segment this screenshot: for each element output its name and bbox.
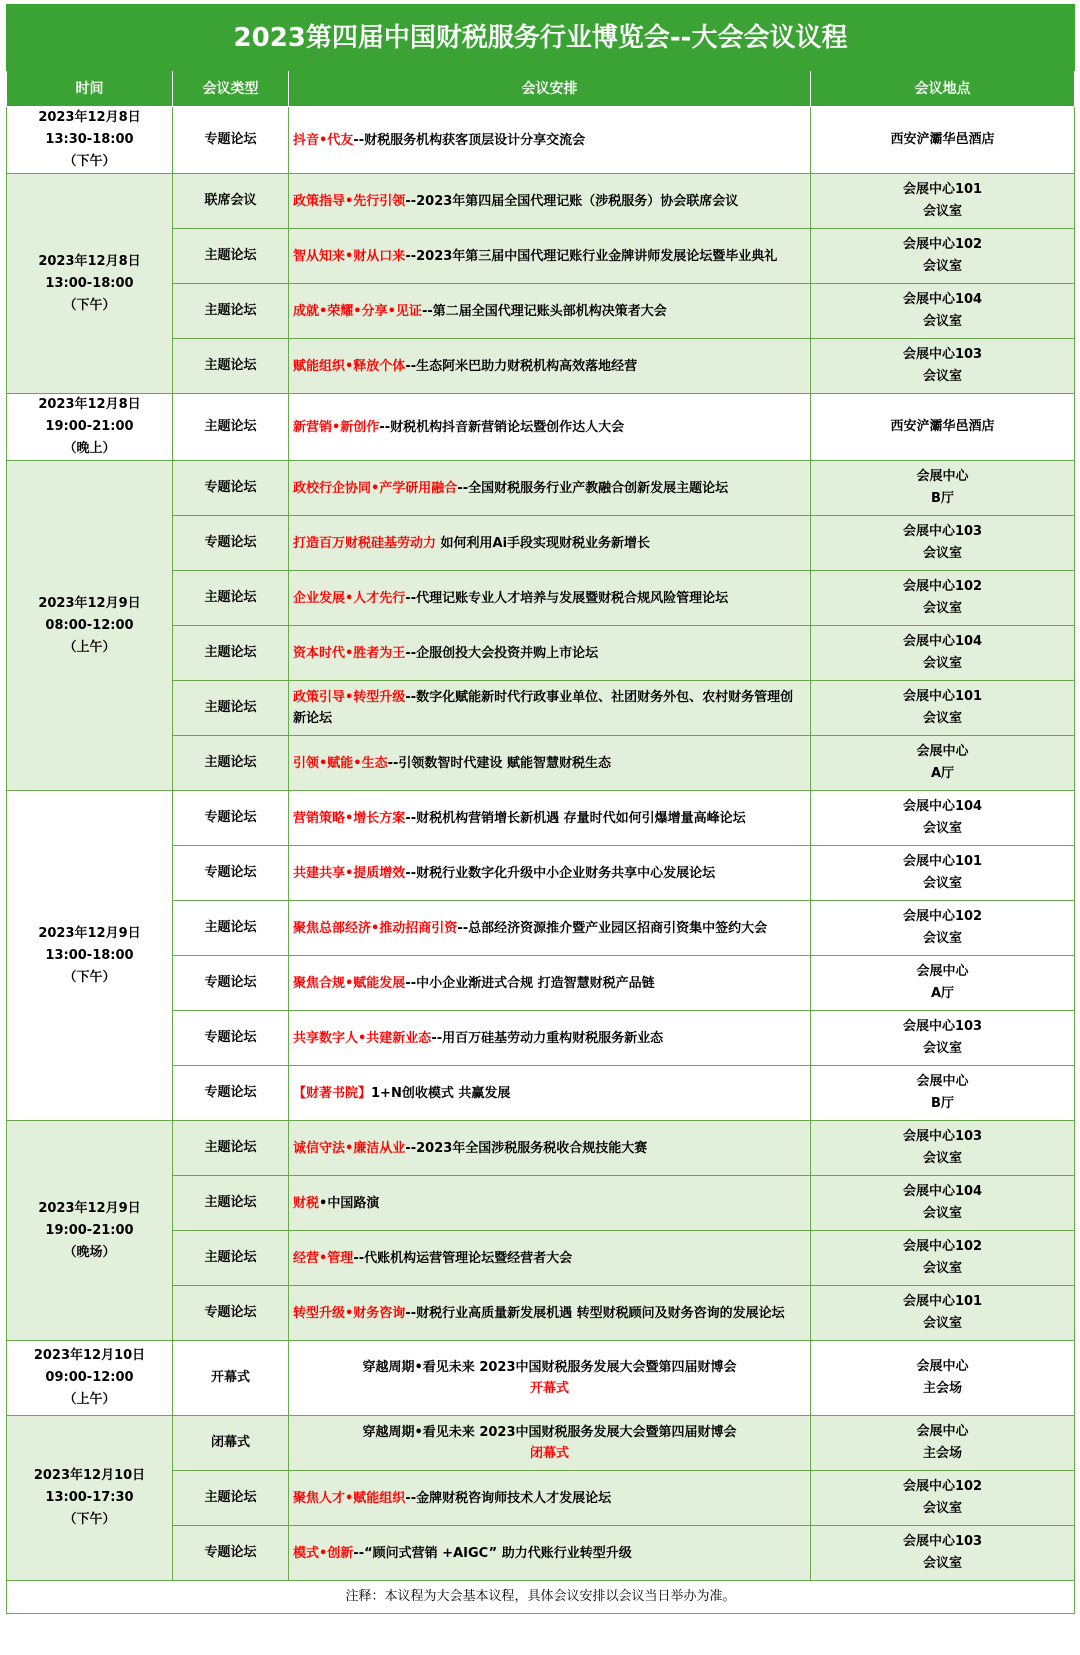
meeting-type: 主题论坛 bbox=[173, 1121, 289, 1176]
meeting-title: --财税机构抖音新营销论坛暨创作达人大会 bbox=[379, 419, 625, 435]
hours-text: 13:00-17:30 bbox=[45, 1490, 134, 1505]
meeting-item bbox=[289, 846, 811, 901]
time-cell bbox=[7, 174, 173, 394]
period-text: （下午） bbox=[63, 969, 116, 985]
agenda-row bbox=[7, 791, 1075, 846]
venue-room: 会议室 bbox=[923, 546, 963, 561]
ceremony-title: 穿越周期•看见未来 2023中国财税服务发展大会暨第四届财博会 bbox=[362, 1425, 737, 1440]
meeting-type: 专题论坛 bbox=[173, 846, 289, 901]
venue-room: B厅 bbox=[931, 491, 954, 506]
venue-cell bbox=[811, 1066, 1075, 1121]
hours-text: 19:00-21:00 bbox=[45, 1222, 134, 1238]
venue-room: 会议室 bbox=[923, 1261, 963, 1276]
footer-note: 注释：本议程为大会基本议程，具体会议安排以会议当日举办为准。 bbox=[7, 1581, 1075, 1614]
venue-name: 会展中心103 bbox=[902, 1019, 983, 1034]
hours-text: 08:00-12:00 bbox=[45, 617, 134, 633]
meeting-type: 专题论坛 bbox=[173, 1286, 289, 1341]
header-agenda: 会议安排 bbox=[289, 71, 811, 107]
meeting-title: --代理记账专业人才培养与发展暨财税合规风险管理论坛 bbox=[405, 590, 729, 606]
venue-cell bbox=[811, 1286, 1075, 1341]
meeting-type: 主题论坛 bbox=[173, 1176, 289, 1231]
page-title: 2023第四届中国财税服务行业博览会--大会会议议程 bbox=[7, 5, 1075, 71]
venue-cell bbox=[811, 681, 1075, 736]
venue-name: 会展中心 bbox=[916, 1074, 969, 1089]
venue-cell bbox=[811, 791, 1075, 846]
period-text: （下午） bbox=[63, 1512, 116, 1527]
hours-text: 13:00-18:00 bbox=[45, 275, 134, 291]
venue-name: 会展中心104 bbox=[902, 292, 983, 307]
meeting-item bbox=[289, 1011, 811, 1066]
meeting-title: --财税服务机构获客顶层设计分享交流会 bbox=[353, 132, 586, 148]
venue-cell bbox=[811, 394, 1075, 461]
meeting-type: 主题论坛 bbox=[173, 339, 289, 394]
meeting-item bbox=[289, 1341, 811, 1416]
venue-name: 会展中心102 bbox=[902, 1239, 983, 1254]
time-cell bbox=[7, 1121, 173, 1341]
meeting-type: 主题论坛 bbox=[173, 229, 289, 284]
meeting-theme: 财税 bbox=[293, 1195, 320, 1211]
meeting-type: 主题论坛 bbox=[173, 901, 289, 956]
period-text: （晚上） bbox=[63, 441, 116, 456]
venue-room: 会议室 bbox=[923, 656, 963, 671]
meeting-theme: 引领•赋能•生态 bbox=[293, 755, 388, 771]
meeting-title: --2023年全国涉税服务税收合规技能大赛 bbox=[405, 1140, 648, 1156]
meeting-type: 专题论坛 bbox=[173, 1526, 289, 1581]
meeting-title: --数字化赋能新时代行政事业单位、社团财务外包、农村财务管理创新论坛 bbox=[293, 690, 794, 726]
venue-room: 会议室 bbox=[923, 711, 963, 726]
meeting-theme: 聚焦人才•赋能组织 bbox=[293, 1490, 406, 1506]
meeting-theme: 企业发展•人才先行 bbox=[293, 590, 406, 606]
ceremony-title: 穿越周期•看见未来 2023中国财税服务发展大会暨第四届财博会 bbox=[362, 1360, 737, 1375]
venue-name: 会展中心102 bbox=[902, 579, 983, 594]
meeting-type: 主题论坛 bbox=[173, 681, 289, 736]
venue-cell bbox=[811, 1526, 1075, 1581]
venue-name: 会展中心103 bbox=[902, 1534, 983, 1549]
meeting-theme: 打造百万财税硅基劳动力 bbox=[293, 535, 437, 551]
meeting-type: 主题论坛 bbox=[173, 571, 289, 626]
meeting-item bbox=[289, 791, 811, 846]
meeting-item bbox=[289, 681, 811, 736]
header-type: 会议类型 bbox=[173, 71, 289, 107]
venue-cell bbox=[811, 229, 1075, 284]
time-cell bbox=[7, 394, 173, 461]
period-text: （上午） bbox=[63, 639, 116, 655]
agenda-row bbox=[7, 1341, 1075, 1416]
meeting-type: 主题论坛 bbox=[173, 1471, 289, 1526]
venue-cell bbox=[811, 1231, 1075, 1286]
venue-room: 主会场 bbox=[923, 1381, 963, 1396]
meeting-item bbox=[289, 1526, 811, 1581]
date-text: 2023年12月8日 bbox=[38, 253, 141, 269]
meeting-type: 主题论坛 bbox=[173, 736, 289, 791]
agenda-row bbox=[7, 1121, 1075, 1176]
period-text: （下午） bbox=[63, 297, 116, 313]
meeting-type: 主题论坛 bbox=[173, 394, 289, 461]
venue-name: 会展中心101 bbox=[902, 1294, 983, 1309]
hours-text: 13:00-18:00 bbox=[45, 947, 134, 963]
venue-cell bbox=[811, 1176, 1075, 1231]
meeting-item bbox=[289, 1121, 811, 1176]
date-text: 2023年12月10日 bbox=[33, 1468, 146, 1483]
meeting-theme: 智从知来•财从口来 bbox=[293, 248, 406, 264]
meeting-type: 专题论坛 bbox=[173, 516, 289, 571]
meeting-item bbox=[289, 284, 811, 339]
meeting-theme: 聚焦合规•赋能发展 bbox=[293, 975, 406, 991]
venue-name: 会展中心 bbox=[916, 744, 969, 759]
date-text: 2023年12月9日 bbox=[38, 1200, 141, 1216]
meeting-item bbox=[289, 1471, 811, 1526]
venue-room: 会议室 bbox=[923, 821, 963, 836]
meeting-item bbox=[289, 229, 811, 284]
venue-room: 会议室 bbox=[923, 1501, 963, 1516]
meeting-item bbox=[289, 1416, 811, 1471]
venue-room: 会议室 bbox=[923, 1316, 963, 1331]
meeting-type: 主题论坛 bbox=[173, 284, 289, 339]
hours-text: 13:30-18:00 bbox=[45, 132, 134, 147]
venue-cell bbox=[811, 516, 1075, 571]
venue-name: 会展中心102 bbox=[902, 237, 983, 252]
meeting-item bbox=[289, 1176, 811, 1231]
meeting-title: --用百万硅基劳动力重构财税服务新业态 bbox=[431, 1030, 664, 1046]
venue-room: 会议室 bbox=[923, 1206, 963, 1221]
venue-cell bbox=[811, 626, 1075, 681]
venue-cell bbox=[811, 461, 1075, 516]
hours-text: 09:00-12:00 bbox=[45, 1370, 134, 1385]
meeting-title: •中国路演 bbox=[319, 1195, 380, 1211]
meeting-theme: 政策引导•转型升级 bbox=[293, 690, 406, 705]
date-text: 2023年12月8日 bbox=[38, 397, 141, 412]
venue-room: A厅 bbox=[930, 766, 955, 781]
meeting-theme: 模式•创新 bbox=[293, 1545, 354, 1561]
venue-room: 会议室 bbox=[923, 369, 963, 384]
venue-room: 会议室 bbox=[923, 876, 963, 891]
time-cell bbox=[7, 1341, 173, 1416]
meeting-type: 闭幕式 bbox=[173, 1416, 289, 1471]
date-text: 2023年12月9日 bbox=[38, 595, 141, 611]
venue-name: 西安浐灞华邑酒店 bbox=[890, 419, 995, 434]
venue-room: 会议室 bbox=[923, 601, 963, 616]
meeting-title: --财税行业高质量新发展机遇 转型财税顾问及财务咨询的发展论坛 bbox=[405, 1305, 785, 1321]
venue-room: 会议室 bbox=[923, 314, 963, 329]
meeting-theme: 政策指导•先行引领 bbox=[293, 193, 406, 209]
footer-row bbox=[7, 1581, 1075, 1614]
meeting-item bbox=[289, 174, 811, 229]
meeting-title: --2023年第四届全国代理记账（涉税服务）协会联席会议 bbox=[405, 193, 739, 209]
meeting-item bbox=[289, 394, 811, 461]
meeting-title: --2023年第三届中国代理记账行业金牌讲师发展论坛暨毕业典礼 bbox=[405, 248, 778, 264]
meeting-item bbox=[289, 107, 811, 174]
meeting-item bbox=[289, 901, 811, 956]
venue-name: 会展中心 bbox=[916, 1424, 969, 1439]
meeting-type: 专题论坛 bbox=[173, 107, 289, 174]
meeting-type: 专题论坛 bbox=[173, 791, 289, 846]
time-cell bbox=[7, 791, 173, 1121]
meeting-theme: 共享数字人•共建新业态 bbox=[293, 1030, 432, 1046]
venue-name: 西安浐灞华邑酒店 bbox=[890, 132, 995, 147]
venue-cell bbox=[811, 339, 1075, 394]
venue-name: 会展中心104 bbox=[902, 1184, 983, 1199]
venue-room: A厅 bbox=[930, 986, 955, 1001]
header-venue: 会议地点 bbox=[811, 71, 1075, 107]
venue-cell bbox=[811, 736, 1075, 791]
venue-cell bbox=[811, 1011, 1075, 1066]
meeting-theme: 赋能组织•释放个体 bbox=[293, 358, 406, 374]
meeting-theme: 新营销•新创作 bbox=[293, 419, 380, 435]
meeting-theme: 聚焦总部经济•推动招商引资 bbox=[293, 920, 458, 936]
venue-name: 会展中心104 bbox=[902, 799, 983, 814]
venue-name: 会展中心104 bbox=[902, 634, 983, 649]
meeting-item bbox=[289, 626, 811, 681]
date-text: 2023年12月9日 bbox=[38, 925, 141, 941]
venue-name: 会展中心103 bbox=[902, 1129, 983, 1144]
meeting-type: 联席会议 bbox=[173, 174, 289, 229]
period-text: （上午） bbox=[63, 1392, 116, 1407]
header-time: 时间 bbox=[7, 71, 173, 107]
venue-room: 会议室 bbox=[923, 1041, 963, 1056]
agenda-sheet bbox=[6, 4, 1074, 1649]
venue-name: 会展中心103 bbox=[902, 347, 983, 362]
meeting-title: --财税机构营销增长新机遇 存量时代如何引爆增量高峰论坛 bbox=[405, 810, 746, 826]
meeting-theme: 成就•荣耀•分享•见证 bbox=[293, 303, 422, 319]
agenda-row bbox=[7, 394, 1075, 461]
venue-room: 会议室 bbox=[923, 1151, 963, 1166]
meeting-type: 主题论坛 bbox=[173, 626, 289, 681]
venue-name: 会展中心103 bbox=[902, 524, 983, 539]
meeting-item bbox=[289, 736, 811, 791]
meeting-item bbox=[289, 571, 811, 626]
venue-cell bbox=[811, 1416, 1075, 1471]
meeting-theme: 政校行企协同•产学研用融合 bbox=[293, 480, 458, 496]
venue-cell bbox=[811, 107, 1075, 174]
meeting-theme: 转型升级•财务咨询 bbox=[293, 1305, 406, 1321]
venue-cell bbox=[811, 1121, 1075, 1176]
meeting-title: --金牌财税咨询师技术人才发展论坛 bbox=[405, 1490, 612, 1506]
venue-room: 会议室 bbox=[923, 204, 963, 219]
venue-name: 会展中心101 bbox=[902, 182, 983, 197]
venue-name: 会展中心101 bbox=[902, 689, 983, 704]
venue-cell bbox=[811, 284, 1075, 339]
venue-cell bbox=[811, 956, 1075, 1011]
agenda-row bbox=[7, 107, 1075, 174]
meeting-title: --财税行业数字化升级中小企业财务共享中心发展论坛 bbox=[405, 865, 716, 881]
meeting-title: --代账机构运营管理论坛暨经营者大会 bbox=[353, 1250, 573, 1266]
venue-cell bbox=[811, 174, 1075, 229]
time-cell bbox=[7, 1416, 173, 1581]
ceremony-label: 闭幕式 bbox=[529, 1446, 569, 1461]
meeting-theme: 资本时代•胜者为王 bbox=[293, 645, 406, 661]
meeting-theme: 经营•管理 bbox=[293, 1250, 354, 1266]
venue-cell bbox=[811, 846, 1075, 901]
period-text: （下午） bbox=[63, 154, 116, 169]
meeting-theme: 抖音•代友 bbox=[293, 132, 354, 148]
meeting-type: 专题论坛 bbox=[173, 1066, 289, 1121]
meeting-title: --全国财税服务行业产教融合创新发展主题论坛 bbox=[457, 480, 729, 496]
venue-cell bbox=[811, 571, 1075, 626]
meeting-type: 专题论坛 bbox=[173, 461, 289, 516]
meeting-title: --第二届全国代理记账头部机构决策者大会 bbox=[421, 303, 667, 319]
meeting-title: --企服创投大会投资并购上市论坛 bbox=[405, 645, 599, 661]
meeting-theme: 诚信守法•廉洁从业 bbox=[293, 1140, 406, 1156]
meeting-title: --生态阿米巴助力财税机构高效落地经营 bbox=[405, 358, 638, 374]
date-text: 2023年12月8日 bbox=[38, 110, 141, 125]
meeting-item bbox=[289, 956, 811, 1011]
venue-room: 会议室 bbox=[923, 259, 963, 274]
ceremony-label: 开幕式 bbox=[529, 1381, 569, 1396]
venue-name: 会展中心102 bbox=[902, 909, 983, 924]
meeting-title: --总部经济资源推介暨产业园区招商引资集中签约大会 bbox=[457, 920, 768, 936]
agenda-row bbox=[7, 1416, 1075, 1471]
time-cell bbox=[7, 461, 173, 791]
meeting-item bbox=[289, 1231, 811, 1286]
meeting-type: 主题论坛 bbox=[173, 1231, 289, 1286]
venue-room: 会议室 bbox=[923, 1556, 963, 1571]
venue-cell bbox=[811, 1471, 1075, 1526]
venue-room: B厅 bbox=[931, 1096, 954, 1111]
agenda-table bbox=[6, 4, 1075, 1614]
agenda-row bbox=[7, 174, 1075, 229]
meeting-theme: 共建共享•提质增效 bbox=[293, 865, 406, 881]
venue-name: 会展中心 bbox=[916, 1359, 969, 1374]
hours-text: 19:00-21:00 bbox=[45, 419, 134, 434]
meeting-item bbox=[289, 516, 811, 571]
meeting-title: --“顾问式营销 +AIGC” 助力代账行业转型升级 bbox=[353, 1545, 632, 1561]
meeting-item bbox=[289, 461, 811, 516]
venue-room: 主会场 bbox=[923, 1446, 963, 1461]
venue-cell bbox=[811, 1341, 1075, 1416]
meeting-title: 1+N创收模式 共赢发展 bbox=[371, 1085, 511, 1101]
venue-name: 会展中心 bbox=[916, 964, 969, 979]
time-cell bbox=[7, 107, 173, 174]
venue-name: 会展中心101 bbox=[902, 854, 983, 869]
date-text: 2023年12月10日 bbox=[33, 1348, 146, 1363]
meeting-type: 专题论坛 bbox=[173, 956, 289, 1011]
meeting-theme: 营销策略•增长方案 bbox=[293, 810, 406, 826]
period-text: （晚场） bbox=[63, 1244, 116, 1260]
meeting-type: 开幕式 bbox=[173, 1341, 289, 1416]
venue-room: 会议室 bbox=[923, 931, 963, 946]
meeting-item bbox=[289, 1286, 811, 1341]
venue-name: 会展中心 bbox=[916, 469, 969, 484]
meeting-title: 如何利用Ai手段实现财税业务新增长 bbox=[436, 535, 651, 551]
venue-name: 会展中心102 bbox=[902, 1479, 983, 1494]
meeting-title: --引领数智时代建设 赋能智慧财税生态 bbox=[387, 755, 611, 771]
meeting-title: --中小企业渐进式合规 打造智慧财税产品链 bbox=[405, 975, 655, 991]
meeting-item bbox=[289, 339, 811, 394]
agenda-row bbox=[7, 461, 1075, 516]
meeting-item bbox=[289, 1066, 811, 1121]
meeting-theme: 【财著书院】 bbox=[293, 1085, 372, 1101]
meeting-type: 专题论坛 bbox=[173, 1011, 289, 1066]
venue-cell bbox=[811, 901, 1075, 956]
